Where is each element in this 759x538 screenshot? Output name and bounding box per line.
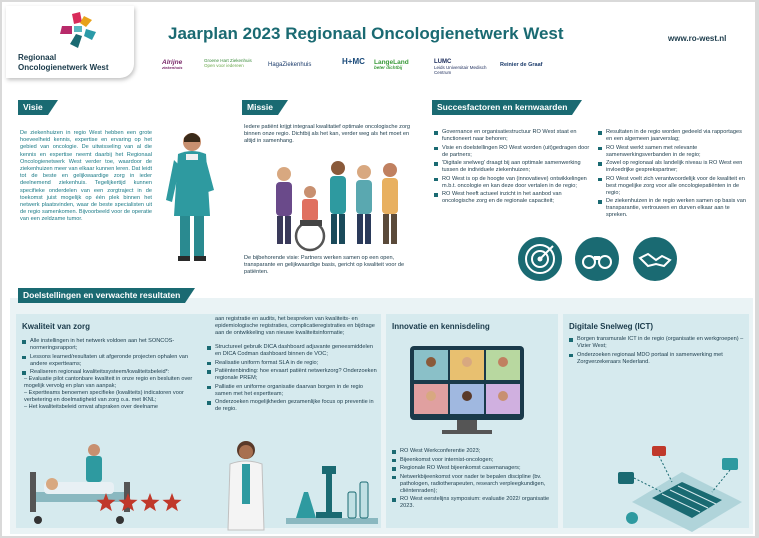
video-conference-icon — [402, 342, 532, 442]
kwaliteit-title: Kwaliteit van zorg — [22, 322, 91, 331]
partner-logo-hmc: H+MC — [342, 57, 365, 66]
ro-west-logo — [6, 6, 134, 78]
kwaliteit-list-left — [22, 338, 197, 378]
list-item: Borgen transmurale ICT in de regio (organisatie en werkgroepen) – Vizier West; — [569, 336, 747, 350]
visie-text: De ziekenhuizen in regio West hebben een grote hoeveelheid kennis, expertise en ervaring op het gebied van oncologie. De uitwisseling van al die kennis en expertise neemt daarbij het Regionaal Oncologienetwerk West verder toe, waardoor de ziekenhuizen meer van elkaar kunnen leren. Dat leidt tot de beste en gelijkwaardige zorg in ieder deelnemend ziekenhuis. Tegelijkertijd kunnen specifieke onderdelen van een zorgtraject in de toekomst juist mogelijk op één plek binnen het netwerk plaatsvinden, waar de beste specialisten uit de regio samenkomen. Bijvoorbeeld voor de operatie van een zeldzame tumor. — [20, 130, 152, 223]
handshake-icon — [632, 236, 678, 282]
missie-subtext: De bijbehorende visie: Partners werken samen op een open, transparante en gelijkwaardige basis, gericht op kwaliteit voor de patiënten. — [244, 255, 405, 275]
logo-text-line1: Regionaal — [18, 53, 57, 62]
list-item: Lessons learned/resultaten uit afgeronde projecten ophalen van andere expertteams; — [22, 354, 197, 368]
list-item: Governance en organisatiestructuur RO West staat en functioneert naar behoren; — [434, 129, 594, 143]
list-item: Onderzoeken mogelijkheden gezamenlijke focus op preventie in de regio. — [207, 399, 377, 413]
partner-logo-groene-hart: Groene Hart Ziekenhuis Open voor iedereen — [204, 58, 252, 68]
binoculars-icon — [574, 236, 620, 282]
list-item: RO West Werkconferentie 2023; — [392, 448, 557, 455]
microscope-lab-illustration-icon — [286, 452, 378, 528]
star-icon — [96, 493, 115, 511]
website-link[interactable]: www.ro-west.nl — [668, 34, 727, 43]
star-icon — [118, 493, 137, 511]
page-title: Jaarplan 2023 Regionaal Oncologienetwerk West — [168, 24, 564, 43]
list-item: Structureel gebruik DICA dashboard adjuvante geneesmiddelen en DICA Codman dashboard binnen de VOC; — [207, 344, 377, 358]
list-item: Palliatie en uniforme organisatie daarvan borgen in de regio samen met het expertteam; — [207, 384, 377, 398]
list-item: – Expertteams benoemen specifieke (kwaliteits) indicatoren voor verbetering en doelmatigheid van zorg o.a. met IKNL; — [24, 390, 184, 403]
kwaliteit-right-intro: aan registratie en audits, het bespreken van kwaliteits- en epidemiologische registraties, complicatieregistraties en bijdrage aan de ontwikkeling van nieuwe kwaliteitsinformatie; — [215, 316, 375, 336]
list-item: RO West voelt zich verantwoordelijk voor de kwaliteit en best mogelijke zorg voor alle oncologiepatiënten in de regio; — [598, 176, 748, 197]
list-item: Onderzoeken regionaal MDO portaal in samenwerking met Zorgverzekeraars Nederland. — [569, 352, 747, 366]
missie-heading: Missie — [242, 100, 278, 115]
succes-list-right — [598, 129, 748, 221]
succes-heading: Succesfactoren en kernwaarden — [432, 100, 572, 115]
logo-text-line2: Oncologienetwerk West — [18, 63, 109, 72]
poster-sheet — [2, 2, 755, 536]
kwaliteit-sub-list — [24, 376, 194, 411]
list-item: Realiseren regionaal kwaliteitssysteem/kwaliteitsbeleid*: — [22, 369, 197, 376]
innovatie-list — [392, 448, 557, 512]
partner-logo-alrijne: Alrijne ziekenhuis — [162, 59, 183, 71]
partner-logo-haga: HagaZiekenhuis — [268, 62, 312, 68]
doctor-illustration-icon — [218, 438, 274, 530]
rating-stars — [96, 492, 186, 514]
hospital-bed-illustration-icon — [24, 442, 144, 528]
cross-logo-icon — [58, 12, 98, 50]
list-item: RO West is op de hoogte van (innovatieve) ontwikkelingen m.b.t. oncologie en kan deze door vertalen in de regio; — [434, 176, 594, 190]
list-item: De ziekenhuizen in de regio werken samen op basis van transparantie, vertrouwen en durven elkaar aan te spreken. — [598, 198, 748, 219]
list-item: – Evaluatie pilot cantonbare kwaliteit in onze regio en besluiten over mogelijk vervolg en plan van aanpak; — [24, 376, 193, 389]
doelstellingen-heading: Doelstellingen en verwachte resultaten — [18, 288, 185, 303]
list-item: Realisatie uniform format SLA in de regio; — [207, 360, 377, 367]
list-item: RO West eerstelijns symposium: evaluatie 2022/ organisatie 2023. — [392, 496, 557, 510]
list-item: Netwerkbijeenkomst voor nader te bepalen discipline (bv. pathologen, radiotherapeuten, research verpleegkundigen, cliëntenraden); — [392, 474, 557, 495]
star-icon — [140, 493, 159, 511]
list-item: Resultaten in de regio worden gedeeld via rapportages en een algemeen jaarverslag; — [598, 129, 748, 143]
list-item: Patiëntenbinding: hoe ervaart patiënt netwerkzorg? Onderzoeken regionale PREM; — [207, 368, 377, 382]
missie-text: Iedere patiënt krijgt integraal kwalitatief optimale oncologische zorg binnen onze regio. Dichtbij als het kan, verder weg als het moet en altijd in samenhang. — [244, 124, 411, 144]
star-icon — [162, 493, 181, 511]
list-item: – Het kwaliteitsbeleid omvat afspraken over deelname — [24, 404, 159, 410]
innovatie-title: Innovatie en kennisdeling — [392, 322, 490, 331]
list-item: Bijeenkomst voor internist-oncologen; — [392, 457, 557, 464]
list-item: Visie en doelstellingen RO West worden (uit)gedragen door de partners; — [434, 145, 594, 159]
partner-logo-langeland: LangeLand beter dichtbij — [374, 59, 409, 71]
list-item: 'Digitale snelweg' draagt bij aan optimale samenwerking tussen de individuele ziekenhuizen; — [434, 160, 594, 174]
kwaliteit-list-right — [207, 344, 377, 415]
partner-logo-reinier-de-graaf: Reinier de Graaf — [500, 62, 543, 68]
patients-group-illustration-icon — [264, 152, 414, 252]
succes-list-left — [434, 129, 594, 207]
list-item: Alle instellingen in het netwerk voldoen aan het SONCOS-normeringsrapport; — [22, 338, 197, 352]
digitaal-title: Digitale Snelweg (ICT) — [569, 322, 654, 331]
list-item: Zowel op regionaal als landelijk niveau is RO West een invloedrijke gesprekspartner; — [598, 160, 748, 174]
list-item: RO West heeft actueel inzicht in het aanbod van oncologische zorg en de regionale capaciteit; — [434, 191, 594, 205]
nurse-illustration-icon — [162, 130, 218, 266]
digitaal-list — [569, 336, 747, 367]
ict-network-illustration-icon — [612, 442, 750, 532]
list-item: RO West werkt samen met relevante samenwerkingsverbanden in de regio; — [598, 145, 748, 159]
target-icon — [517, 236, 563, 282]
partner-logo-lumc: LUMC Leids Universitair Medisch Centrum — [434, 59, 487, 75]
list-item: Regionale RO West bijeenkomst casemanagers; — [392, 465, 557, 472]
visie-heading: Visie — [18, 100, 48, 115]
